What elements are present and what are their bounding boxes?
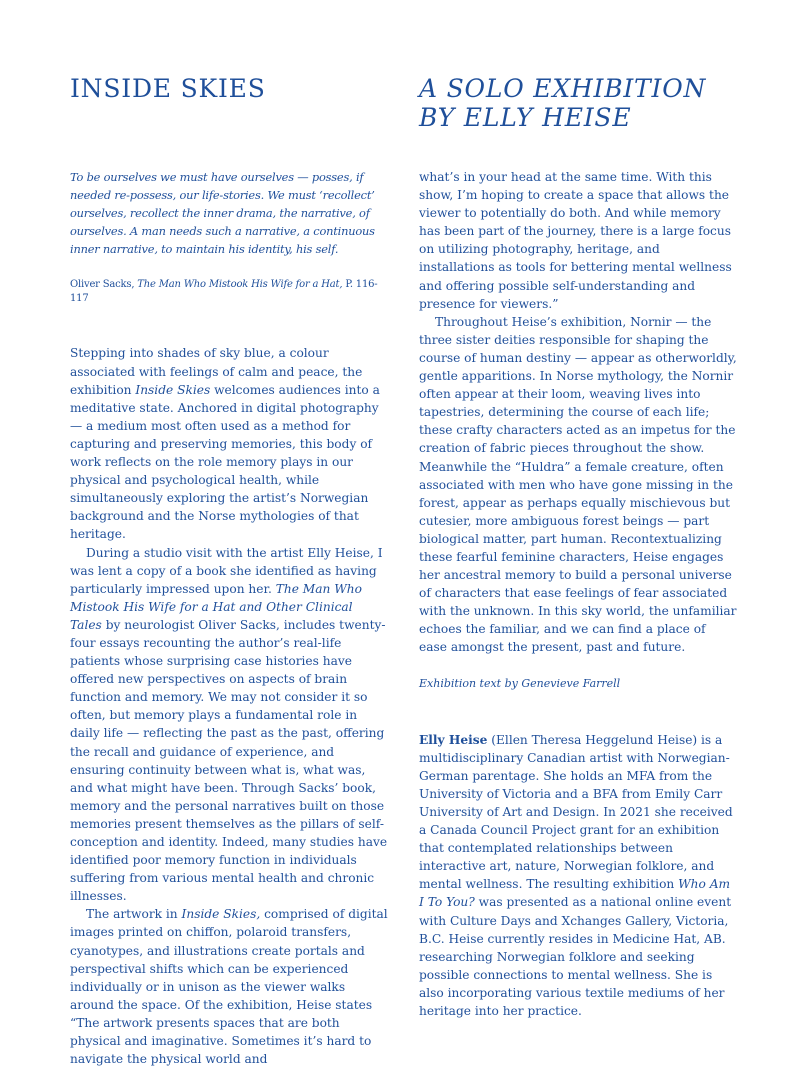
- exhibition-text-credit: Exhibition text by Genevieve Farrell: [419, 676, 621, 690]
- epigraph-citation: [70, 278, 388, 306]
- citation-book: The Man Who Mistook His Wife for a Hat,: [137, 279, 343, 291]
- bio-text-a: (Ellen Theresa Heggelund Heise) is a multidisciplinary Canadian artist with Norwegian-German parentage. She holds an MFA from the University of Victoria and a BFA from Emily Carr University of Art and Design. In 2021 she received a Canada Council Project grant for an exhibition that contemplated relationships between interactive art, nature, Norwegian folklore, and mental wellness. The resulting exhibition: [419, 732, 733, 892]
- exhibition-subtitle: [419, 74, 749, 132]
- body-paragraph-2: [70, 544, 388, 906]
- p1-text-b: welcomes audiences into a meditative state. Anchored in digital photography — a medium most often used as a method for capturing and preserving memories, this body of work reflects on the role memory plays in our physical and psychological health, while simultaneously exploring the artist’s Norwegian background and the Norse mythologies of that heritage.: [70, 382, 380, 542]
- body-paragraph-3: [70, 905, 388, 1068]
- p3-exhibition-title: Inside Skies,: [181, 907, 261, 922]
- p2-text-b: by neurologist Oliver Sacks, includes twenty-four essays recounting the author’s real-life patients whose surprising case histories have offered new perspectives on aspects of brain function and memory. We may not consider it so often, but memory plays a fundamental role in daily life — reflecting the past as the past, offering the recall and guidance of experience, and ensuring continuity between what is, what was, and what might have been. Through Sacks’ book, memory and the personal narratives built on those memories present themselves as the pillars of self-conception and identity. Indeed, many studies have identified poor memory function in individuals suffering from various mental health and chronic illnesses.: [70, 617, 388, 904]
- p1-exhibition-title: Inside Skies: [135, 382, 211, 397]
- bio-text-b: was presented as a national online event with Culture Days and Xchanges Gallery, Victoria, B.C. Heise currently resides in Medicine Hat, AB. researching Norwegian folklore and seeking possible connections to mental wellness. She is also incorporating various textile mediums of her heritage into her practice.: [419, 895, 732, 1019]
- bio-exhibition-title: Who Am I To You?: [419, 877, 731, 910]
- epigraph-quote: To be ourselves we must have ourselves — posses, if needed re-possess, our life-stories. We must ‘recollect’ ourselves, recollect the inner drama, the narrative, of ourselves. A man needs such a narrative, a continuous inner narrative, to maintain his identity, his self.: [70, 170, 375, 257]
- body-paragraph-1: [70, 344, 388, 543]
- p2-text-a: During a studio visit with the artist Elly Heise, I was lent a copy of a book she identified as having particularly impressed upon her.: [70, 545, 383, 596]
- p3-text-a: The artwork in: [86, 907, 178, 922]
- p3-text-b: comprised of digital images printed on chiffon, polaroid transfers, cyanotypes, and illustrations create portals and perspectival shifts which can be experienced individually or in unison as the viewer walks around the space. Of the exhibition, Heise states “The artwork presents spaces that are both physical and imaginative. Sometimes it’s hard to navigate the physical world and: [70, 907, 388, 1067]
- p2-book-title: The Man Who Mistook His Wife for a Hat and Other Clinical Tales: [70, 581, 362, 632]
- exhibition-title: INSIDE SKIES: [70, 74, 266, 103]
- body-paragraph-4: Throughout Heise’s exhibition, Nornir — the three sister deities responsible for shaping the course of human destiny — appear as otherworldly, gentle apparitions. In Norse mythology, the Nornir often appear at their loom, weaving lives into tapestries, determining the course of each life; these crafty characters acted as an impetus for the creation of fabric pieces throughout the show. Meanwhile the “Huldra” a female creature, often associated with men who have gone missing in the forest, appear as perhaps equally mischievous but cutesier, more ambiguous forest beings — part biological matter, part human. Recontextualizing these fearful feminine characters, Heise engages her ancestral memory to build a personal universe of characters that ease feelings of fear associated with the unknown. In this sky world, the unfamiliar echoes the familiar, and we can find a place of ease amongst the present, past and future.: [419, 314, 737, 655]
- citation-author: Oliver Sacks,: [70, 279, 135, 291]
- artist-name: Elly Heise: [419, 732, 488, 747]
- citation-page: P. 116-117: [70, 279, 378, 305]
- subtitle-line-2: BY ELLY HEISE: [419, 103, 632, 132]
- subtitle-line-1: A SOLO EXHIBITION: [419, 74, 707, 103]
- left-column: [70, 168, 388, 1068]
- body-paragraph-3-continued: what’s in your head at the same time. With this show, I’m hoping to create a space that allows the viewer to potentially do both. And while memory has been part of the journey, there is a large focus on utilizing photography, heritage, and installations as tools for bettering mental wellness and offering possible self-understanding and presence for viewers.”: [419, 170, 732, 311]
- artist-bio: [419, 731, 737, 1021]
- right-column: [419, 168, 737, 1020]
- p1-text-a: Stepping into shades of sky blue, a colour associated with feelings of calm and peace, the exhibition: [70, 346, 363, 397]
